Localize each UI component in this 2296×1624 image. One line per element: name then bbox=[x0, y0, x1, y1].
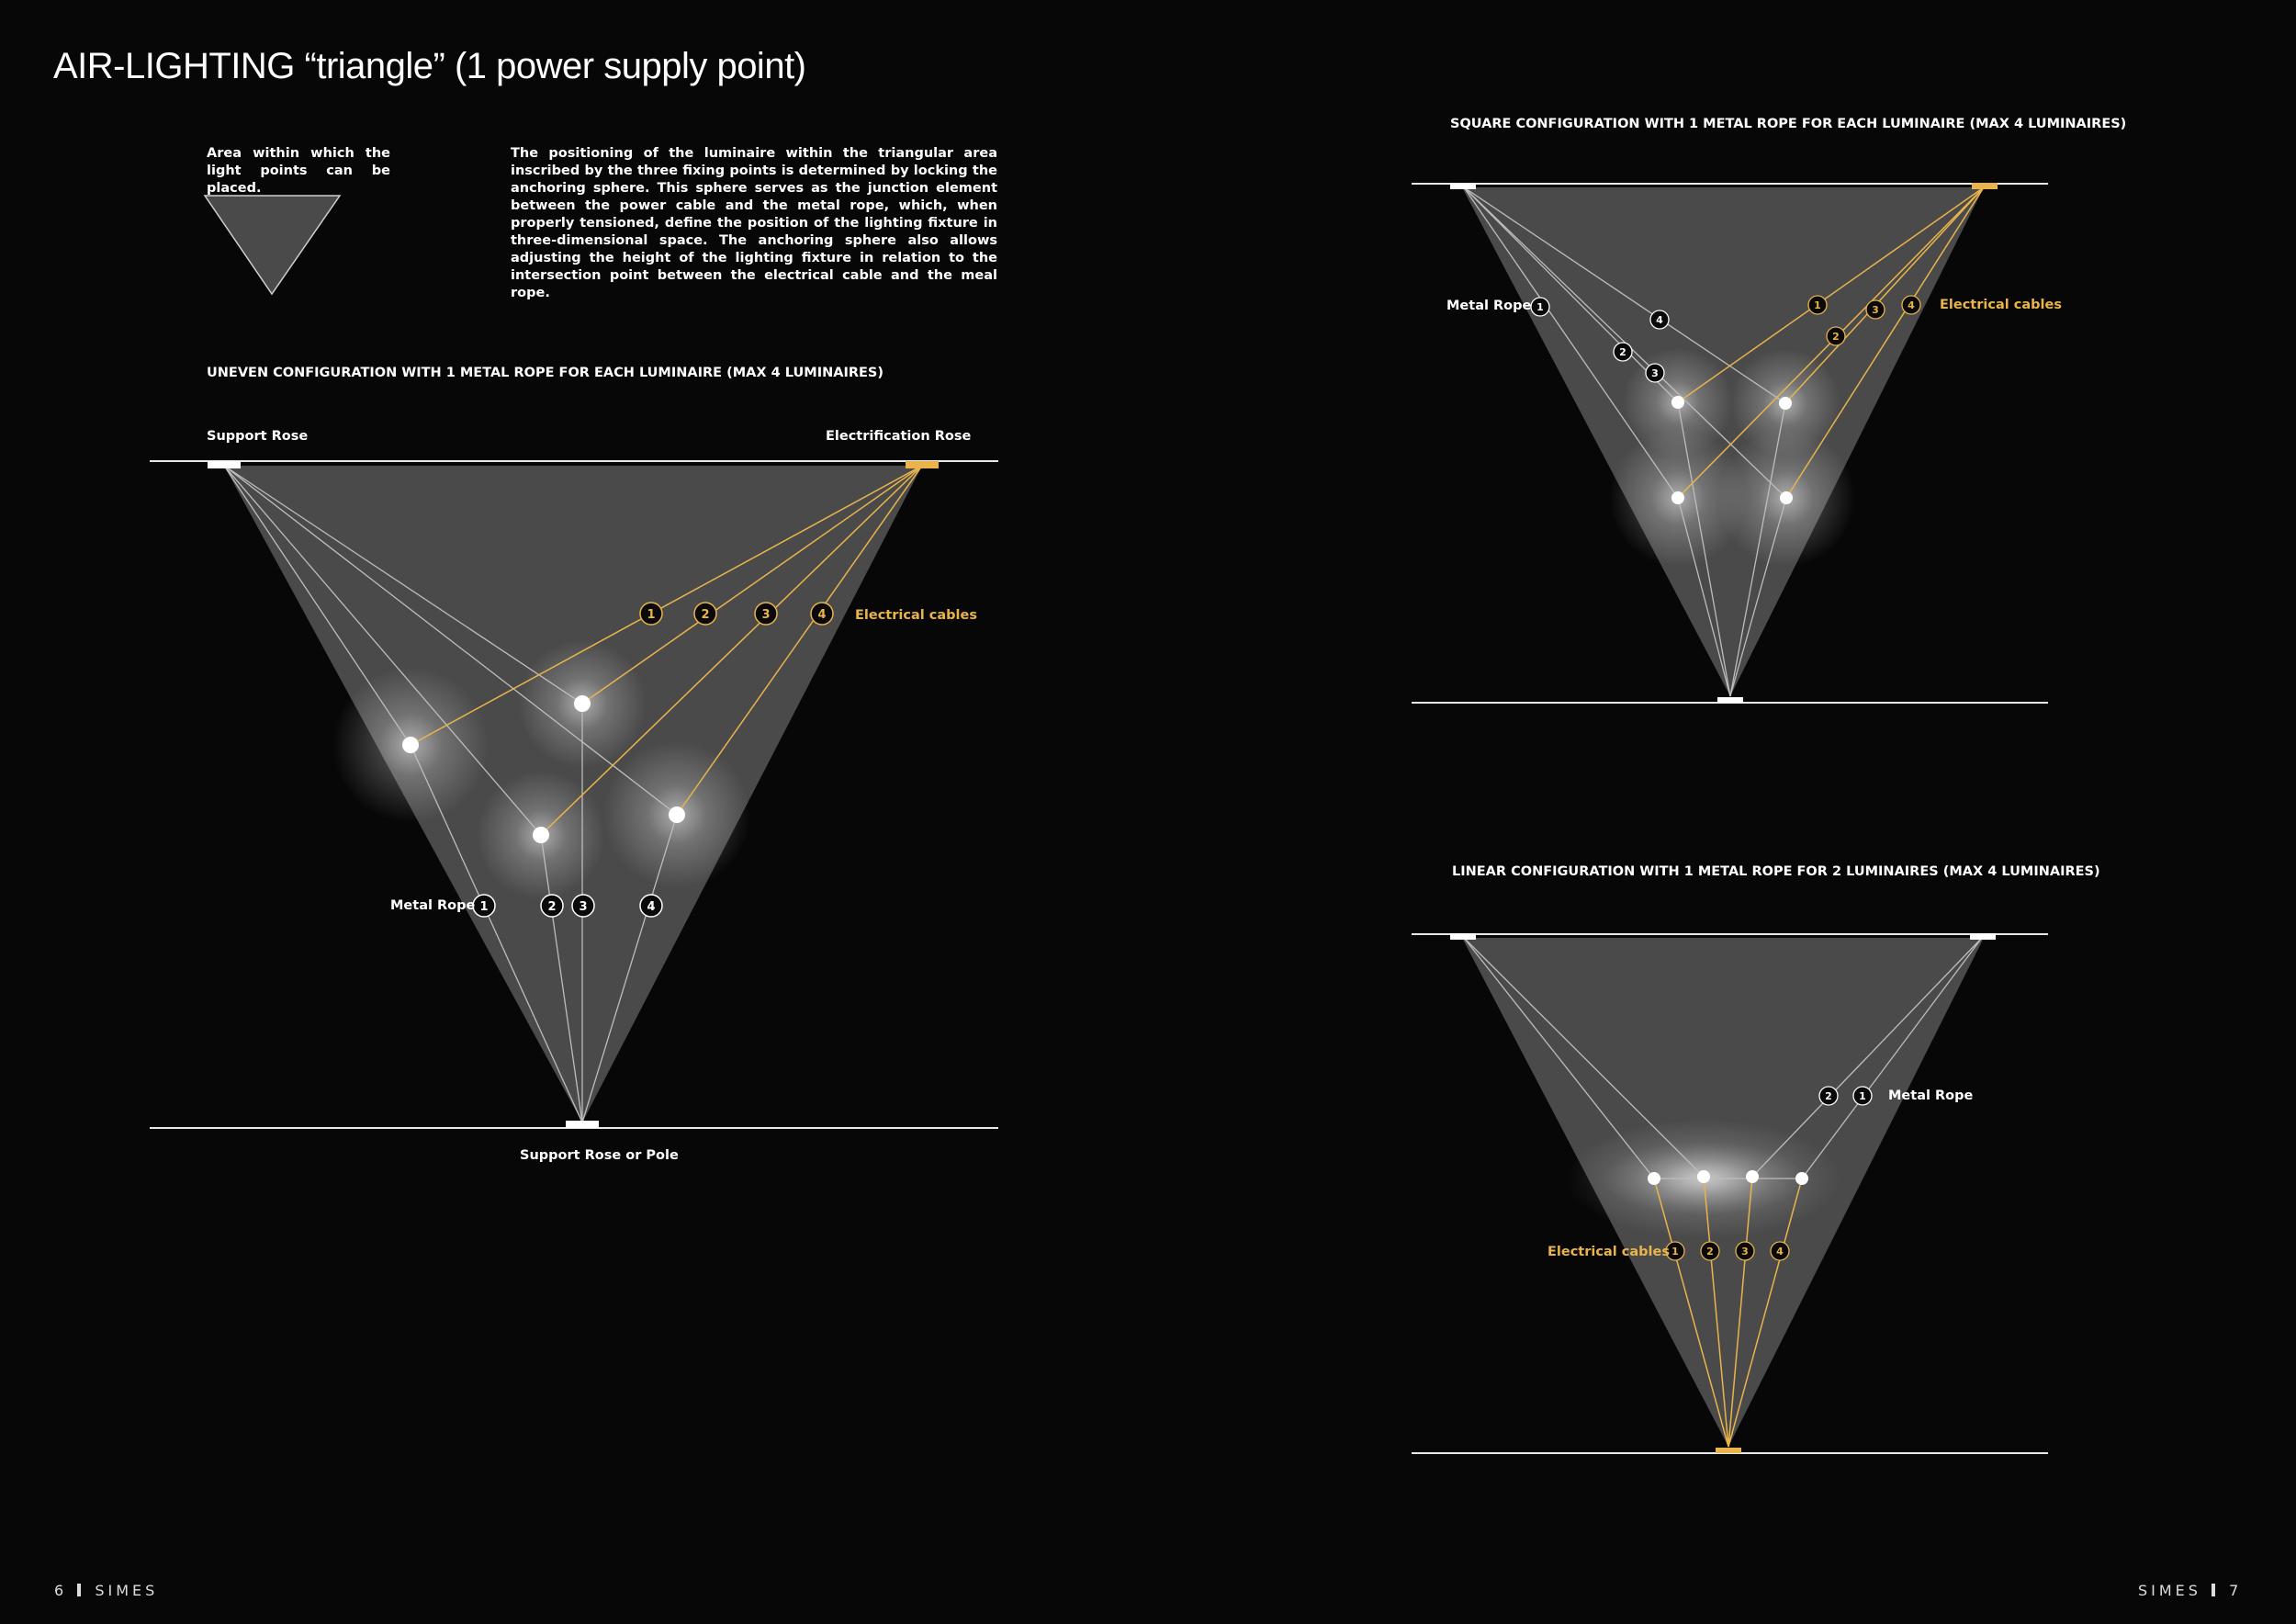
cable-badge bbox=[1808, 296, 1827, 314]
rope-badge bbox=[473, 895, 495, 917]
luminaire bbox=[402, 737, 419, 753]
svg-text:2: 2 bbox=[1619, 346, 1626, 358]
svg-text:4: 4 bbox=[1656, 314, 1663, 326]
separator-bar bbox=[2212, 1584, 2215, 1596]
area-caption: Area within which the light points can be placed. bbox=[207, 146, 390, 196]
luminaire bbox=[1795, 1172, 1808, 1185]
bottom-support bbox=[1717, 697, 1743, 703]
footer-right bbox=[2138, 1582, 2242, 1599]
footer-left bbox=[54, 1582, 158, 1599]
cable-badge bbox=[1736, 1242, 1754, 1260]
support-rose-or-pole-label: Support Rose or Pole bbox=[520, 1148, 679, 1163]
svg-text:4: 4 bbox=[1776, 1246, 1784, 1257]
luminaire bbox=[1671, 396, 1684, 409]
electrification-rose bbox=[906, 461, 939, 468]
electrical-cables-label: Electrical cables bbox=[1548, 1245, 1670, 1259]
cable-badge bbox=[1701, 1242, 1719, 1260]
svg-text:2: 2 bbox=[1832, 331, 1840, 343]
brand-name: SIMES bbox=[2138, 1582, 2201, 1599]
svg-text:3: 3 bbox=[579, 900, 588, 914]
svg-text:3: 3 bbox=[1651, 367, 1659, 379]
luminaire bbox=[1746, 1170, 1759, 1183]
square-heading: SQUARE CONFIGURATION WITH 1 METAL ROPE FOR EACH LUMINAIRE (MAX 4 LUMINAIRES) bbox=[1450, 117, 2127, 131]
rope-badge bbox=[1650, 310, 1669, 329]
cable-badge bbox=[1902, 296, 1920, 314]
svg-text:4: 4 bbox=[1908, 299, 1915, 311]
luminaire bbox=[574, 695, 591, 712]
cable-badge bbox=[1866, 300, 1885, 319]
support-rose bbox=[1450, 183, 1476, 189]
separator-bar bbox=[77, 1584, 81, 1596]
metal-rope-label: Metal Rope bbox=[1446, 299, 1532, 313]
rope-badge bbox=[1646, 364, 1664, 382]
support-rose-label: Support Rose bbox=[207, 429, 309, 444]
rope-badge bbox=[640, 895, 662, 917]
cable-badge bbox=[640, 603, 662, 625]
page-title: AIR-LIGHTING “triangle” (1 power supply point) bbox=[53, 46, 806, 86]
cable-badge bbox=[755, 603, 777, 625]
svg-text:3: 3 bbox=[1741, 1246, 1749, 1257]
uneven-heading: UNEVEN CONFIGURATION WITH 1 METAL ROPE FOR EACH LUMINAIRE (MAX 4 LUMINAIRES) bbox=[207, 366, 884, 380]
luminaire bbox=[533, 827, 549, 843]
electrical-cables-label: Electrical cables bbox=[855, 608, 977, 623]
svg-text:2: 2 bbox=[1706, 1246, 1714, 1257]
svg-text:3: 3 bbox=[761, 608, 771, 622]
square-diagram bbox=[1412, 183, 2048, 703]
svg-text:1: 1 bbox=[647, 608, 656, 622]
luminaire bbox=[1780, 491, 1793, 504]
rope-badge bbox=[1853, 1087, 1872, 1105]
cable-badge bbox=[1771, 1242, 1789, 1260]
rope-badge bbox=[1819, 1087, 1838, 1105]
electrical-cables-label: Electrical cables bbox=[1940, 298, 2062, 312]
luminaire bbox=[1697, 1170, 1710, 1183]
support-rose bbox=[1450, 933, 1476, 940]
cable-badge bbox=[694, 603, 716, 625]
area-triangle-icon bbox=[205, 196, 340, 294]
brand-name: SIMES bbox=[95, 1582, 159, 1599]
support-rose-or-pole bbox=[566, 1121, 599, 1128]
luminaire bbox=[669, 806, 685, 823]
svg-text:1: 1 bbox=[1536, 301, 1544, 313]
luminaire bbox=[1779, 397, 1792, 410]
metal-rope-label: Metal Rope bbox=[390, 898, 476, 913]
svg-text:1: 1 bbox=[1671, 1246, 1679, 1257]
svg-text:4: 4 bbox=[817, 608, 827, 622]
svg-text:1: 1 bbox=[479, 900, 489, 914]
svg-text:4: 4 bbox=[647, 900, 656, 914]
svg-text:3: 3 bbox=[1872, 304, 1879, 316]
electrification-rose-label: Electrification Rose bbox=[826, 429, 972, 444]
linear-heading: LINEAR CONFIGURATION WITH 1 METAL ROPE FOR 2 LUMINAIRES (MAX 4 LUMINAIRES) bbox=[1452, 864, 2100, 879]
luminaire bbox=[1671, 491, 1684, 504]
rope-badge bbox=[541, 895, 563, 917]
cable-badge bbox=[1827, 327, 1845, 345]
rope-badge bbox=[1531, 298, 1549, 316]
electrification-rose bbox=[1972, 183, 1998, 189]
svg-text:1: 1 bbox=[1814, 299, 1821, 311]
svg-text:2: 2 bbox=[701, 608, 710, 622]
electrification-rose bbox=[1716, 1448, 1741, 1453]
cable-badge bbox=[811, 603, 833, 625]
metal-rope-label: Metal Rope bbox=[1888, 1088, 1974, 1103]
linear-diagram bbox=[1412, 933, 2048, 1453]
luminaire bbox=[1648, 1172, 1660, 1185]
svg-text:2: 2 bbox=[547, 900, 557, 914]
support-rose bbox=[208, 461, 241, 468]
page-number: 7 bbox=[2229, 1582, 2243, 1599]
uneven-diagram bbox=[150, 461, 998, 1128]
rope-badge bbox=[572, 895, 594, 917]
description-paragraph: The positioning of the luminaire within the triangular area inscribed by the three fixing points is determined by locking the anchoring sphere. This sphere serves as the junction element between the power cable and the metal rope, which, when properly tensioned, define the position of the lighting fixture in three-dimensional space. The anchoring sphere also allows adjusting the height of the lighting fixture in relation to the intersection point between the electrical cable and the meal rope. bbox=[511, 146, 997, 300]
support-rose bbox=[1970, 933, 1996, 940]
rope-badge bbox=[1614, 343, 1632, 361]
svg-text:2: 2 bbox=[1825, 1090, 1832, 1102]
page-number: 6 bbox=[54, 1582, 68, 1599]
svg-text:1: 1 bbox=[1859, 1090, 1866, 1102]
